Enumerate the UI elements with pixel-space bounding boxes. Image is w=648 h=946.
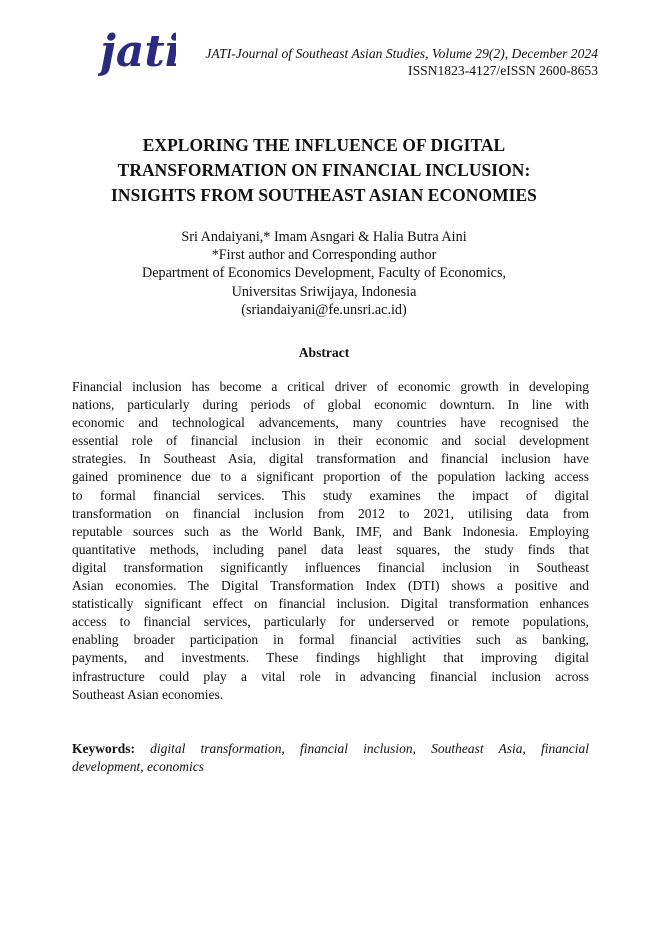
author-email: (sriandaiyani@fe.unsri.ac.id) [241, 301, 407, 318]
abstract-line: statistically significant effect on financial inclusion. Digital transformation enhances [72, 596, 589, 612]
keywords-text: digital transformation, financial inclusion, Southeast Asia, financial [150, 741, 589, 756]
paper-title [40, 133, 608, 208]
abstract-line: Asian economies. The Digital Transformation Index (DTI) shows a positive and [72, 578, 589, 594]
abstract-line: nations, particularly during periods of global economic downturn. In line with [72, 397, 589, 413]
journal-citation: JATI-Journal of Southeast Asian Studies, Volume 29(2), December 2024 [205, 46, 598, 61]
abstract-line: reputable sources such as the World Bank, IMF, and Bank Indonesia. Employing [72, 523, 589, 539]
abstract-line: digital transformation significantly influences financial inclusion in Southeast [72, 559, 589, 575]
abstract-line: infrastructure could play a vital role in advancing financial inclusion across [72, 668, 589, 684]
issn: ISSN1823-4127/eISSN 2600-8653 [408, 63, 598, 78]
title-line: TRANSFORMATION ON FINANCIAL INCLUSION: [117, 160, 531, 180]
author-block [40, 228, 608, 319]
abstract-line: enabling broader participation in formal financial activities such as banking, [72, 632, 589, 648]
abstract-line: to formal financial services. This study examines the impact of digital [72, 487, 589, 503]
jati-logo-mark [98, 16, 176, 86]
keywords-line [72, 758, 589, 776]
abstract-line: gained prominence due to a significant proportion of the population lacking access [72, 469, 589, 485]
keywords-block [72, 740, 589, 776]
abstract-line: strategies. In Southeast Asia, digital transformation and financial inclusion have [72, 451, 589, 467]
corresponding-note: *First author and Corresponding author [211, 247, 437, 264]
keywords-line [72, 740, 589, 758]
affiliation-university: Universitas Sriwijaya, Indonesia [231, 283, 417, 300]
keywords-label: Keywords: [72, 741, 135, 756]
journal-logo [98, 16, 176, 86]
abstract-body [72, 378, 589, 704]
abstract-line: payments, and investments. These findings highlight that improving digital [72, 650, 589, 666]
abstract-line: Southeast Asian economies. [72, 686, 224, 702]
author-names: Sri Andaiyani,* Imam Asngari & Halia Butra Aini [181, 229, 467, 245]
abstract-heading: Abstract [298, 345, 350, 360]
logo-lettering: jati [100, 26, 176, 77]
abstract-line: access to financial services, particularly for underserved or remote populations, [72, 614, 589, 630]
affiliation-department: Department of Economics Development, Faculty of Economics, [141, 265, 507, 282]
keywords-text: development, economics [72, 759, 204, 775]
title-line: EXPLORING THE INFLUENCE OF DIGITAL [142, 135, 506, 155]
abstract-line: essential role of financial inclusion in their economic and social development [72, 433, 589, 449]
title-line: INSIGHTS FROM SOUTHEAST ASIAN ECONOMIES [111, 185, 537, 205]
abstract-line: transformation on financial inclusion from 2012 to 2021, utilising data from [72, 505, 589, 521]
abstract-line: Financial inclusion has become a critical driver of economic growth in developing [72, 379, 589, 394]
abstract-line: quantitative methods, including panel data least squares, the study finds that [72, 541, 589, 557]
abstract-line: economic and technological advancements, many countries have recognised the [72, 415, 589, 431]
